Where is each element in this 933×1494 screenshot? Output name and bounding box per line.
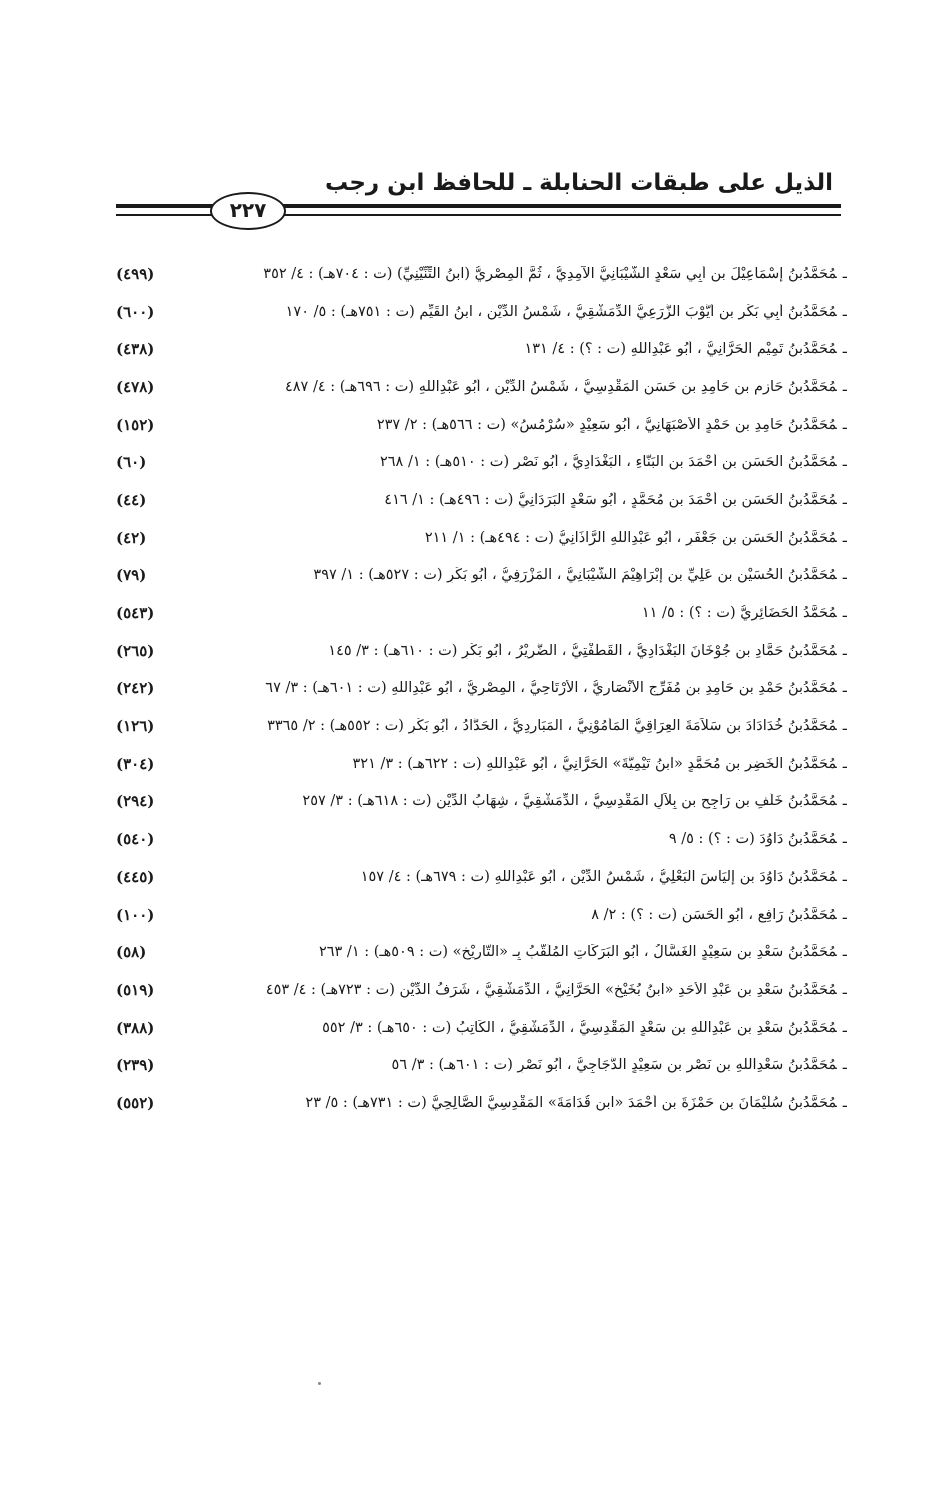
entry-dash: ـ [842, 265, 847, 282]
entry-dash: ـ [842, 718, 847, 735]
entry-reference-number: (٥١٩) [116, 980, 155, 999]
entry-reference-number: (٤٤) [116, 490, 147, 509]
entry-reference-number: (١٠٠) [116, 905, 155, 924]
entry-dash: ـ [842, 491, 847, 508]
entry-text [184, 907, 847, 923]
index-entry [116, 443, 847, 481]
entry-dash: ـ [842, 1057, 847, 1074]
entry-text [184, 492, 847, 508]
entry-dash: ـ [842, 868, 847, 885]
entry-reference-number: (٥٥٢) [116, 1093, 155, 1112]
entry-reference-number: (٤٢) [116, 528, 147, 547]
entry-reference-number: (٢٤٢) [116, 679, 155, 698]
entry-reference-number: (٥٤٠) [116, 830, 155, 849]
entry-text [184, 379, 847, 395]
entry-text [184, 567, 847, 583]
entry-reference-number: (٤٣٨) [116, 340, 155, 359]
entry-dash: ـ [842, 529, 847, 546]
entry-body: مُحَمَّدُبنُ حَمَّادِ بنِ جُوْخَانَ البَغْدَادِيُّ ، القَطْفْتِيُّ ، الضَّرِيْرُ ، أَبُو بَكْرٍ (ت : ٦١٠هـ) : ٣/ ١٤٥ [328, 642, 837, 659]
entry-body: مُحَمَّدُبنُ دَاوُدَ (ت : ؟) : ٥/ ٩ [668, 831, 837, 848]
entry-body: مُحَمَّدُبنُ الخَضِرِ بنِ مُحَمَّدٍ «ابنُ تَيْمِيَّةَ» الحَرَّانِيُّ ، أَبُو عَبْدِاللهِ (ت : ٦٢٢هـ) : ٣/ ٣٢١ [352, 755, 837, 772]
entry-reference-number: (٢٦٥) [116, 641, 155, 660]
index-entry [116, 858, 847, 896]
entry-reference-number: (٢٩٤) [116, 792, 155, 811]
entry-body: مُحَمَّدُبنُ سَعْدِ بنِ سَعِيْدٍ الغَسَّالُ ، أَبُو البَرَكَاتِ المُلَقَّبُ بِـ «التَّارِيْخِ» (ت : ٥٠٩هـ) : ١/ ٢٦٣ [318, 944, 837, 961]
entry-text [184, 530, 847, 546]
entry-body: مُحَمَّدُبنُ سُلَيْمَانَ بنِ حَمْزَةَ بنِ أَحْمَدَ «ابنِ قُدَامَةَ» المَقْدِسِيُّ الصَّالِحِيُّ (ت : ٧٣١هـ) : ٥/ ٢٣ [305, 1094, 837, 1111]
entry-body: مُحَمَّدُبنُ تَمِيْمٍ الحَرَّانِيُّ ، أَبُو عَبْدِاللهِ (ت : ؟) : ٤/ ١٣١ [524, 341, 837, 358]
entry-text [184, 718, 847, 734]
entry-dash: ـ [842, 341, 847, 358]
entry-text [184, 831, 847, 847]
entry-body: مُحَمَّدُبنُ خُدَادَادَ بنِ سَلاَمَةَ العِرَاقِيُّ المَأْمُوْنِيُّ ، المَبَارِدِيُّ ، الحَدَّادُ ، أَبُو بَكْرٍ (ت : ٥٥٢هـ) : ٢/ ٣٣٦٥ [267, 718, 837, 735]
entry-dash: ـ [842, 680, 847, 697]
entry-text [184, 1095, 847, 1111]
entry-body: مُحَمَّدُبنُ رَافِعٍ ، أَبُو الحَسَنِ (ت : ؟) : ٢/ ٨ [591, 906, 837, 923]
index-entry [116, 293, 847, 331]
index-entry [116, 783, 847, 821]
entry-dash: ـ [842, 981, 847, 998]
entry-dash: ـ [842, 642, 847, 659]
entry-dash: ـ [842, 1019, 847, 1036]
entry-dash: ـ [842, 454, 847, 471]
entry-dash: ـ [842, 567, 847, 584]
entry-reference-number: (١٥٢) [116, 415, 155, 434]
entry-text [184, 680, 847, 696]
entry-reference-number: (٤٤٥) [116, 867, 155, 886]
entry-text [184, 944, 847, 960]
entry-body: مُحَمَّدُ الحَضَائِرِيُّ (ت : ؟) : ٥/ ١١ [641, 605, 837, 622]
index-entry [116, 255, 847, 293]
entry-body: مُحَمَّدُبنُ سَعْدِ بنِ عَبْدِ الأَحَدِ «ابنُ بُخَيْخٍ» الحَرَّانِيُّ ، الدِّمَشْقِيُّ ، شَرَفُ الدِّيْنِ (ت : ٧٢٣هـ) : ٤/ ٤٥٣ [265, 981, 837, 998]
index-entry [116, 1009, 847, 1047]
index-entry [116, 330, 847, 368]
entry-body: مُحَمَّدُبنُ أَبِي بَكْرِ بنِ أَيُّوْبَ الزُّرَعِيُّ الدِّمَشْقِيُّ ، شَمْسُ الدِّيْنِ ، ابنُ القَيِّمِ (ت : ٧٥١هـ) : ٥/ ١٧٠ [285, 303, 837, 320]
entry-reference-number: (٥٤٣) [116, 604, 155, 623]
entry-dash: ـ [842, 378, 847, 395]
entry-reference-number: (٧٩) [116, 566, 147, 585]
entry-dash: ـ [842, 755, 847, 772]
entry-dash: ـ [842, 793, 847, 810]
index-entry [116, 971, 847, 1009]
entry-body: مُحَمَّدُبنُ الحَسَنِ بنِ أَحْمَدَ بنِ البَنَّاءِ ، البَغْدَادِيُّ ، أَبُو نَصْرٍ (ت : ٥١٠هـ) : ١/ ٢٦٨ [379, 454, 837, 471]
entry-body: مُحَمَّدُبنُ إِسْمَاعِيْلَ بنِ أَبِي سَعْدٍ الشَّيْبَانِيُّ الآمِدِيُّ ، ثُمَّ المِصْرِيُّ (ابنُ التِّنِّيْنِيِّ) (ت : ٧٠٤هـ) : ٤/ ٣٥٢ [263, 265, 837, 282]
entry-body: مُحَمَّدُبنُ الحَسَنِ بنِ أَحْمَدَ بنِ مُحَمَّدٍ ، أَبُو سَعْدٍ البَرَدَانِيُّ (ت : ٤٩٦هـ) : ١/ ٤١٦ [384, 491, 837, 508]
index-entry [116, 1046, 847, 1084]
index-list [116, 255, 847, 1122]
index-entry [116, 896, 847, 934]
entry-dash: ـ [842, 416, 847, 433]
entry-text [184, 793, 847, 809]
entry-reference-number: (٤٩٩) [116, 264, 155, 283]
entry-reference-number: (٢٣٩) [116, 1056, 155, 1075]
entry-body: مُحَمَّدُبنُ سَعْدِ بنِ عَبْدِاللهِ بنِ سَعْدٍ المَقْدِسِيُّ ، الدِّمَشْقِيُّ ، الكَاتِبُ (ت : ٦٥٠هـ) : ٣/ ٥٥٢ [322, 1019, 837, 1036]
entry-reference-number: (٣٠٤) [116, 754, 155, 773]
index-entry [116, 933, 847, 971]
stray-mark [318, 1382, 321, 1385]
index-entry [116, 632, 847, 670]
entry-text [184, 341, 847, 357]
index-entry [116, 368, 847, 406]
index-entry [116, 745, 847, 783]
entry-body: مُحَمَّدُبنُ الحُسَيْنِ بنِ عَلِيِّ بنِ إِبْرَاهِيْمَ الشَّيْبَانِيُّ ، المَزْرَفِيُّ ، أَبُو بَكْرٍ (ت : ٥٢٧هـ) : ١/ ٣٩٧ [313, 567, 837, 584]
entry-text [184, 1020, 847, 1036]
entry-reference-number: (٦٠٠) [116, 302, 155, 321]
entry-text [184, 756, 847, 772]
index-entry [116, 557, 847, 595]
index-entry [116, 406, 847, 444]
index-entry [116, 519, 847, 557]
index-entry [116, 594, 847, 632]
entry-body: مُحَمَّدُبنُ سَعْدِاللهِ بنِ نَصْرِ بنِ سَعِيْدٍ الدَّجَاجِيُّ ، أَبُو نَصْرٍ (ت : ٦٠١هـ) : ٣/ ٥٦ [391, 1057, 837, 1074]
running-head-title: الذيل على طبقات الحنابلة ـ للحافظ ابن رجب [324, 170, 833, 196]
entry-text [184, 266, 847, 282]
index-entry [116, 707, 847, 745]
page-number: ٢٢٧ [210, 192, 286, 230]
entry-dash: ـ [842, 831, 847, 848]
index-entry [116, 1084, 847, 1122]
entry-text [184, 605, 847, 621]
entry-body: مُحَمَّدُبنُ خَلَفِ بنِ رَاجِحِ بنِ بِلاَلٍ المَقْدِسِيُّ ، الدِّمَشْقِيُّ ، شِهَابُ الدِّيْنِ (ت : ٦١٨هـ) : ٣/ ٢٥٧ [302, 793, 837, 810]
entry-body: مُحَمَّدُبنُ الحَسَنِ بنِ جَعْفَرٍ ، أَبُو عَبْدِاللهِ الرَّاذَانِيُّ (ت : ٤٩٤هـ) : ١/ ٢١١ [424, 529, 837, 546]
entry-body: مُحَمَّدُبنُ دَاوُدَ بنِ إِلْيَاسَ البَعْلِيُّ ، شَمْسُ الدِّيْنِ ، أَبُو عَبْدِاللهِ (ت : ٦٧٩هـ) : ٤/ ١٥٧ [360, 868, 837, 885]
entry-reference-number: (٥٨) [116, 943, 147, 962]
entry-text [184, 869, 847, 885]
entry-body: مُحَمَّدُبنُ حَامِدِ بنِ حَمْدٍ الأَصْبَهَانِيُّ ، أَبُو سَعِيْدٍ «سُرْمُسُ» (ت : ٥٦٦هـ) : ٢/ ٢٣٧ [376, 416, 837, 433]
entry-text [184, 304, 847, 320]
entry-text [184, 982, 847, 998]
entry-reference-number: (٤٧٨) [116, 377, 155, 396]
entry-text [184, 454, 847, 470]
entry-dash: ـ [842, 1094, 847, 1111]
entry-text [184, 417, 847, 433]
entry-body: مُحَمَّدُبنُ حَازِمِ بنِ حَامِدِ بنِ حَسَنٍ المَقْدِسِيُّ ، شَمْسُ الدِّيْنِ ، أَبُو عَبْدِاللهِ (ت : ٦٩٦هـ) : ٤/ ٤٨٧ [284, 378, 837, 395]
index-entry [116, 481, 847, 519]
entry-dash: ـ [842, 906, 847, 923]
entry-reference-number: (٦٠) [116, 453, 147, 472]
entry-reference-number: (١٢٦) [116, 717, 155, 736]
entry-dash: ـ [842, 303, 847, 320]
entry-dash: ـ [842, 605, 847, 622]
index-entry [116, 820, 847, 858]
index-entry [116, 670, 847, 708]
entry-dash: ـ [842, 944, 847, 961]
entry-text [184, 1057, 847, 1073]
entry-reference-number: (٣٨٨) [116, 1018, 155, 1037]
entry-body: مُحَمَّدُبنُ حَمْدِ بنِ حَامِدِ بنِ مُفَرِّجٍ الأَنْصَارِيُّ ، الأَرْتَاحِيُّ ، المِصْرِيُّ ، أَبُو عَبْدِاللهِ (ت : ٦٠١هـ) : ٣/ ٦٧ [265, 680, 837, 697]
entry-text [184, 643, 847, 659]
